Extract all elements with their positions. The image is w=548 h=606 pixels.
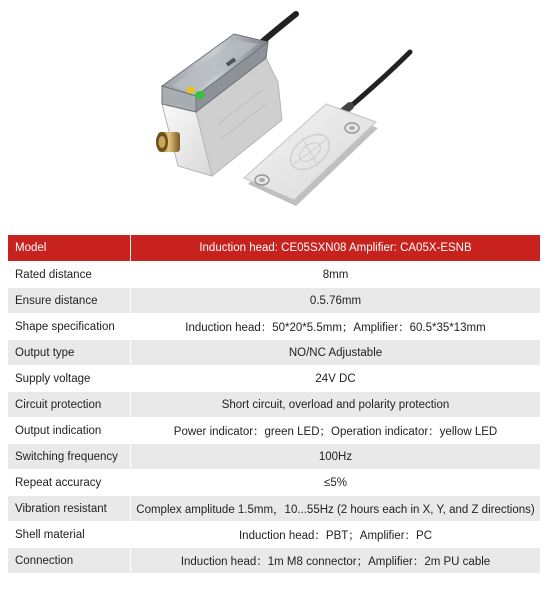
product-photo xyxy=(0,0,548,228)
row-value: 8mm xyxy=(131,262,541,288)
row-value: Short circuit, overload and polarity protection xyxy=(131,392,541,418)
table-row xyxy=(8,340,541,366)
table-row xyxy=(8,470,541,496)
header-label: Model xyxy=(8,235,131,262)
amplifier-cable xyxy=(262,14,296,42)
row-label: Output type xyxy=(8,340,131,366)
row-value: 0.5.76mm xyxy=(131,288,541,314)
row-value: Complex amplitude 1.5mm，10...55Hz (2 hours each in X, Y, and Z directions) xyxy=(131,496,541,522)
table-row xyxy=(8,314,541,340)
row-value: Induction head：PBT；Amplifier：PC xyxy=(131,522,541,548)
row-value: Power indicator：green LED；Operation indicator：yellow LED xyxy=(131,418,541,444)
row-label: Shape specification xyxy=(8,314,131,340)
spec-table xyxy=(7,234,541,574)
row-value: 100Hz xyxy=(131,444,541,470)
row-value: ≤5% xyxy=(131,470,541,496)
green-led-icon xyxy=(195,91,205,99)
table-row xyxy=(8,392,541,418)
row-label: Output indication xyxy=(8,418,131,444)
table-row xyxy=(8,522,541,548)
table-row xyxy=(8,288,541,314)
row-label: Rated distance xyxy=(8,262,131,288)
m8-connector-icon xyxy=(156,132,180,152)
row-value: 24V DC xyxy=(131,366,541,392)
row-value: NO/NC Adjustable xyxy=(131,340,541,366)
table-row xyxy=(8,548,541,574)
table-row xyxy=(8,262,541,288)
row-label: Circuit protection xyxy=(8,392,131,418)
row-label: Supply voltage xyxy=(8,366,131,392)
table-header-row xyxy=(8,235,541,262)
table-row xyxy=(8,418,541,444)
table-row xyxy=(8,444,541,470)
yellow-led-icon xyxy=(187,87,195,94)
row-label: Connection xyxy=(8,548,131,574)
row-label: Repeat accuracy xyxy=(8,470,131,496)
row-label: Ensure distance xyxy=(8,288,131,314)
row-label: Switching frequency xyxy=(8,444,131,470)
row-label: Vibration resistant xyxy=(8,496,131,522)
row-value: Induction head：1m M8 connector；Amplifier：2m PU cable xyxy=(131,548,541,574)
row-value: Induction head：50*20*5.5mm；Amplifier：60.5*35*13mm xyxy=(131,314,541,340)
table-row xyxy=(8,366,541,392)
induction-head-cable xyxy=(338,52,410,116)
header-value: Induction head: CE05SXN08 Amplifier: CA05X-ESNB xyxy=(131,235,541,262)
table-row xyxy=(8,496,541,522)
row-label: Shell material xyxy=(8,522,131,548)
amplifier-unit xyxy=(162,34,282,176)
